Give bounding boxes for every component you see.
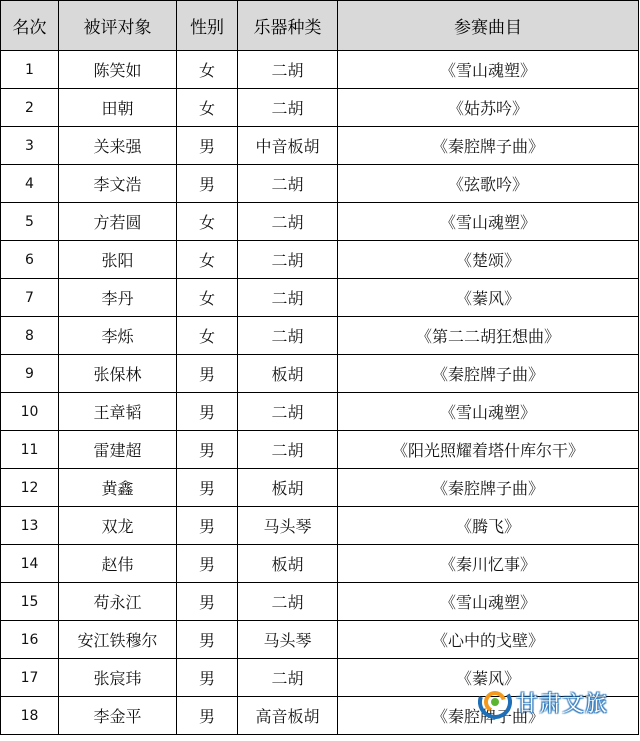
cell-gender: 男 [177, 697, 238, 735]
table-row [1, 469, 639, 507]
cell-instrument: 二胡 [238, 89, 338, 127]
cell-rank: 4 [1, 165, 59, 203]
cell-rank: 18 [1, 697, 59, 735]
cell-instrument: 二胡 [238, 165, 338, 203]
cell-gender: 男 [177, 469, 238, 507]
cell-rank: 9 [1, 355, 59, 393]
cell-instrument: 二胡 [238, 431, 338, 469]
header-gender: 性别 [177, 1, 238, 51]
table-row [1, 393, 639, 431]
cell-gender: 女 [177, 89, 238, 127]
table-row [1, 241, 639, 279]
cell-name: 李文浩 [59, 165, 177, 203]
cell-instrument: 二胡 [238, 659, 338, 697]
cell-name: 黄鑫 [59, 469, 177, 507]
cell-name: 陈笑如 [59, 51, 177, 89]
cell-instrument: 高音板胡 [238, 697, 338, 735]
header-name: 被评对象 [59, 1, 177, 51]
cell-name: 张保林 [59, 355, 177, 393]
cell-name: 李丹 [59, 279, 177, 317]
cell-piece: 《秦腔牌子曲》 [338, 355, 639, 393]
cell-rank: 8 [1, 317, 59, 355]
cell-gender: 男 [177, 659, 238, 697]
cell-rank: 11 [1, 431, 59, 469]
cell-name: 双龙 [59, 507, 177, 545]
cell-instrument: 二胡 [238, 583, 338, 621]
table-row [1, 165, 639, 203]
cell-instrument: 马头琴 [238, 507, 338, 545]
cell-name: 赵伟 [59, 545, 177, 583]
cell-gender: 女 [177, 203, 238, 241]
cell-gender: 男 [177, 431, 238, 469]
cell-rank: 3 [1, 127, 59, 165]
watermark-text: 甘肃文旅 [516, 691, 609, 717]
table-row [1, 697, 639, 735]
cell-name: 王章韬 [59, 393, 177, 431]
cell-rank: 1 [1, 51, 59, 89]
cell-instrument: 二胡 [238, 279, 338, 317]
cell-rank: 17 [1, 659, 59, 697]
cell-piece: 《蓁风》 [338, 659, 639, 697]
table-row [1, 51, 639, 89]
header-instrument: 乐器种类 [238, 1, 338, 51]
cell-piece: 《第二二胡狂想曲》 [338, 317, 639, 355]
cell-rank: 16 [1, 621, 59, 659]
cell-gender: 男 [177, 621, 238, 659]
table-row [1, 583, 639, 621]
cell-rank: 5 [1, 203, 59, 241]
cell-gender: 女 [177, 51, 238, 89]
cell-name: 方若圆 [59, 203, 177, 241]
cell-instrument: 板胡 [238, 355, 338, 393]
cell-name: 关来强 [59, 127, 177, 165]
cell-instrument: 二胡 [238, 317, 338, 355]
cell-gender: 女 [177, 241, 238, 279]
table-row [1, 545, 639, 583]
cell-piece: 《阳光照耀着塔什库尔干》 [338, 431, 639, 469]
cell-name: 李烁 [59, 317, 177, 355]
cell-piece: 《秦腔牌子曲》 [338, 127, 639, 165]
cell-gender: 男 [177, 583, 238, 621]
cell-piece: 《心中的戈壁》 [338, 621, 639, 659]
cell-piece: 《姑苏吟》 [338, 89, 639, 127]
table-row [1, 659, 639, 697]
cell-name: 李金平 [59, 697, 177, 735]
table-row [1, 279, 639, 317]
cell-rank: 12 [1, 469, 59, 507]
cell-name: 张阳 [59, 241, 177, 279]
cell-gender: 男 [177, 393, 238, 431]
cell-instrument: 板胡 [238, 545, 338, 583]
cell-rank: 7 [1, 279, 59, 317]
cell-piece: 《腾飞》 [338, 507, 639, 545]
table-row [1, 89, 639, 127]
table-row [1, 127, 639, 165]
cell-name: 田朝 [59, 89, 177, 127]
cell-piece: 《秦川忆事》 [338, 545, 639, 583]
cell-piece: 《楚颂》 [338, 241, 639, 279]
cell-piece: 《雪山魂塑》 [338, 583, 639, 621]
cell-rank: 10 [1, 393, 59, 431]
table-row [1, 621, 639, 659]
header-rank: 名次 [1, 1, 59, 51]
cell-piece: 《秦腔牌子曲》 [338, 697, 639, 735]
cell-name: 雷建超 [59, 431, 177, 469]
cell-gender: 女 [177, 317, 238, 355]
cell-instrument: 二胡 [238, 51, 338, 89]
cell-rank: 14 [1, 545, 59, 583]
cell-piece: 《雪山魂塑》 [338, 203, 639, 241]
cell-instrument: 中音板胡 [238, 127, 338, 165]
cell-piece: 《秦腔牌子曲》 [338, 469, 639, 507]
cell-rank: 6 [1, 241, 59, 279]
cell-gender: 男 [177, 507, 238, 545]
table-row [1, 317, 639, 355]
cell-name: 安江铁穆尔 [59, 621, 177, 659]
cell-gender: 女 [177, 279, 238, 317]
table-row [1, 507, 639, 545]
cell-instrument: 二胡 [238, 203, 338, 241]
cell-piece: 《雪山魂塑》 [338, 51, 639, 89]
cell-rank: 13 [1, 507, 59, 545]
cell-instrument: 板胡 [238, 469, 338, 507]
cell-gender: 男 [177, 127, 238, 165]
cell-name: 苟永江 [59, 583, 177, 621]
cell-piece: 《蓁风》 [338, 279, 639, 317]
cell-gender: 男 [177, 355, 238, 393]
cell-rank: 15 [1, 583, 59, 621]
cell-instrument: 马头琴 [238, 621, 338, 659]
cell-piece: 《雪山魂塑》 [338, 393, 639, 431]
table-row [1, 203, 639, 241]
cell-gender: 男 [177, 165, 238, 203]
header-piece: 参赛曲目 [338, 1, 639, 51]
cell-rank: 2 [1, 89, 59, 127]
table-row [1, 431, 639, 469]
header-row [1, 1, 639, 51]
cell-piece: 《弦歌吟》 [338, 165, 639, 203]
cell-name: 张宸玮 [59, 659, 177, 697]
cell-instrument: 二胡 [238, 393, 338, 431]
table-row [1, 355, 639, 393]
cell-instrument: 二胡 [238, 241, 338, 279]
cell-gender: 男 [177, 545, 238, 583]
